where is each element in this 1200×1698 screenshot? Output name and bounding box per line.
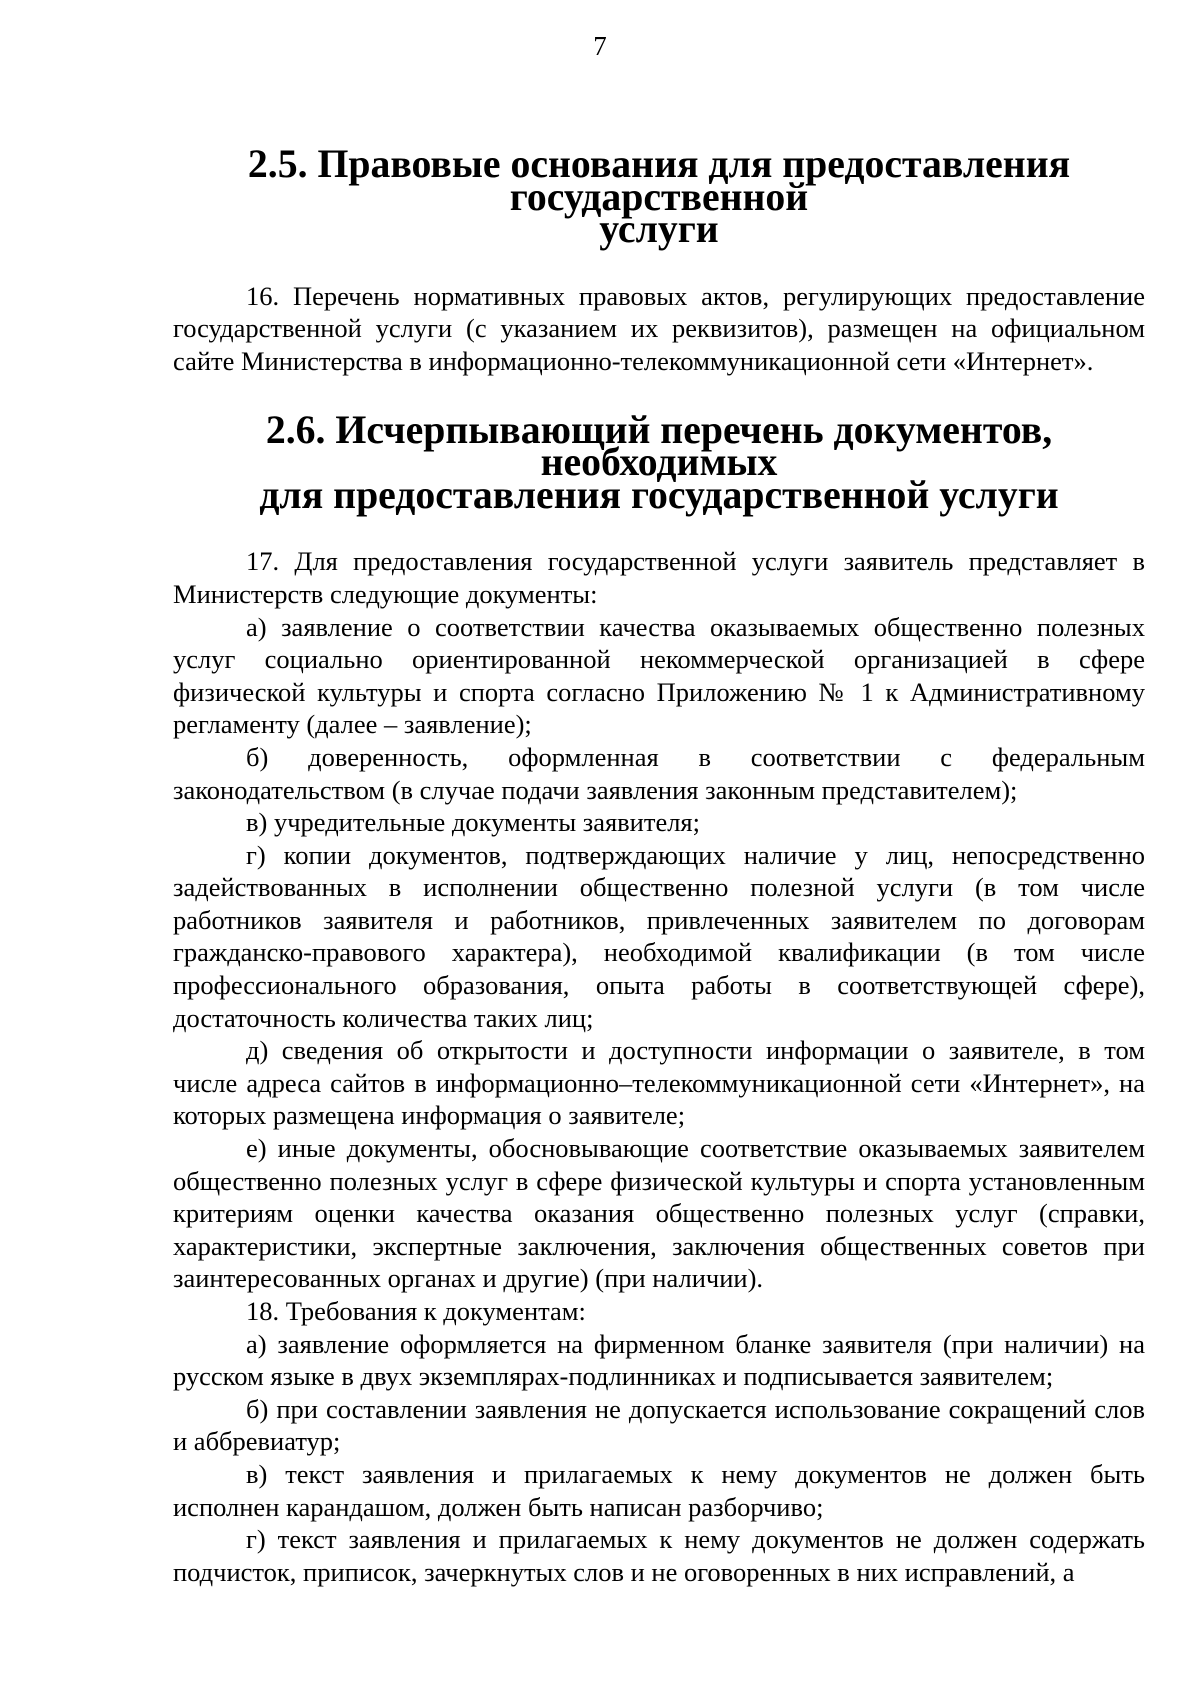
paragraph-17: 17. Для предоставления государственной услуги заявитель представляет в Министерств следующие документы: bbox=[173, 546, 1145, 609]
paragraph-17-a: а) заявление о соответствии качества оказываемых общественно полезных услуг социально ориентированной некоммерческой организацией в сфере физической культуры и спорта согласно Приложению № 1 к Административному регламенту (далее – заявление); bbox=[173, 611, 1145, 740]
document-body bbox=[173, 142, 1145, 1588]
section-2-6-heading bbox=[173, 407, 1145, 517]
section-2-5-heading-line2: услуги bbox=[599, 207, 719, 252]
paragraph-17-g: г) копии документов, подтверждающих наличие у лиц, непосредственно задействованных в исполнении общественно полезной услуги (в том числе работников заявителя и работников, привлеченных заявителем по договорам гражданско-правового характера), необходимой квалификации (в том числе профессионального образования, опыта работы в соответствующей сфере), достаточность количества таких лиц; bbox=[173, 839, 1145, 1033]
paragraph-17-b: б) доверенность, оформленная в соответствии с федеральным законодательством (в случае подачи заявления законным представителем); bbox=[173, 741, 1145, 805]
section-2-5-heading-line1: 2.5. Правовые основания для предоставления государственной bbox=[247, 142, 1071, 219]
section-2-5-heading bbox=[173, 142, 1145, 252]
section-2-6-heading-line2: для предоставления государственной услуги bbox=[259, 472, 1059, 517]
paragraph-18-g: г) текст заявления и прилагаемых к нему документов не должен содержать подчисток, приписок, зачеркнутых слов и не оговоренных в них исправлений, а bbox=[173, 1524, 1145, 1587]
paragraph-17-v: в) учредительные документы заявителя; bbox=[246, 807, 700, 838]
paragraph-16: 16. Перечень нормативных правовых актов, регулирующих предоставление государственной услуги (с указанием их реквизитов), размещен на официальном сайте Министерства в информационно-телекоммуникационной сети «Интернет». bbox=[173, 280, 1145, 376]
paragraph-18-b: б) при составлении заявления не допускается использование сокращений слов и аббревиатур; bbox=[173, 1393, 1145, 1457]
paragraph-18-v: в) текст заявления и прилагаемых к нему документов не должен быть исполнен карандашом, должен быть написан разборчиво; bbox=[173, 1458, 1145, 1522]
paragraph-18: 18. Требования к документам: bbox=[246, 1296, 586, 1326]
page-number: 7 bbox=[593, 31, 607, 61]
paragraph-18-a: а) заявление оформляется на фирменном бланке заявителя (при наличии) на русском языке в двух экземплярах-подлинниках и подписывается заявителем; bbox=[173, 1328, 1145, 1392]
section-2-6-heading-line1: 2.6. Исчерпывающий перечень документов, необходимых bbox=[265, 407, 1053, 485]
paragraph-17-e: е) иные документы, обосновывающие соответствие оказываемых заявителем общественно полезных услуг в сфере физической культуры и спорта установленным критериям оценки качества оказания общественно полезных услуг (справки, характеристики, экспертные заключения, заключения общественных советов при заинтересованных органах и другие) (при наличии). bbox=[173, 1133, 1145, 1294]
paragraph-17-d: д) сведения об открытости и доступности информации о заявителе, в том числе адреса сайтов в информационно–телекоммуникационной сети «Интернет», на которых размещена информация о заявителе; bbox=[173, 1035, 1145, 1131]
